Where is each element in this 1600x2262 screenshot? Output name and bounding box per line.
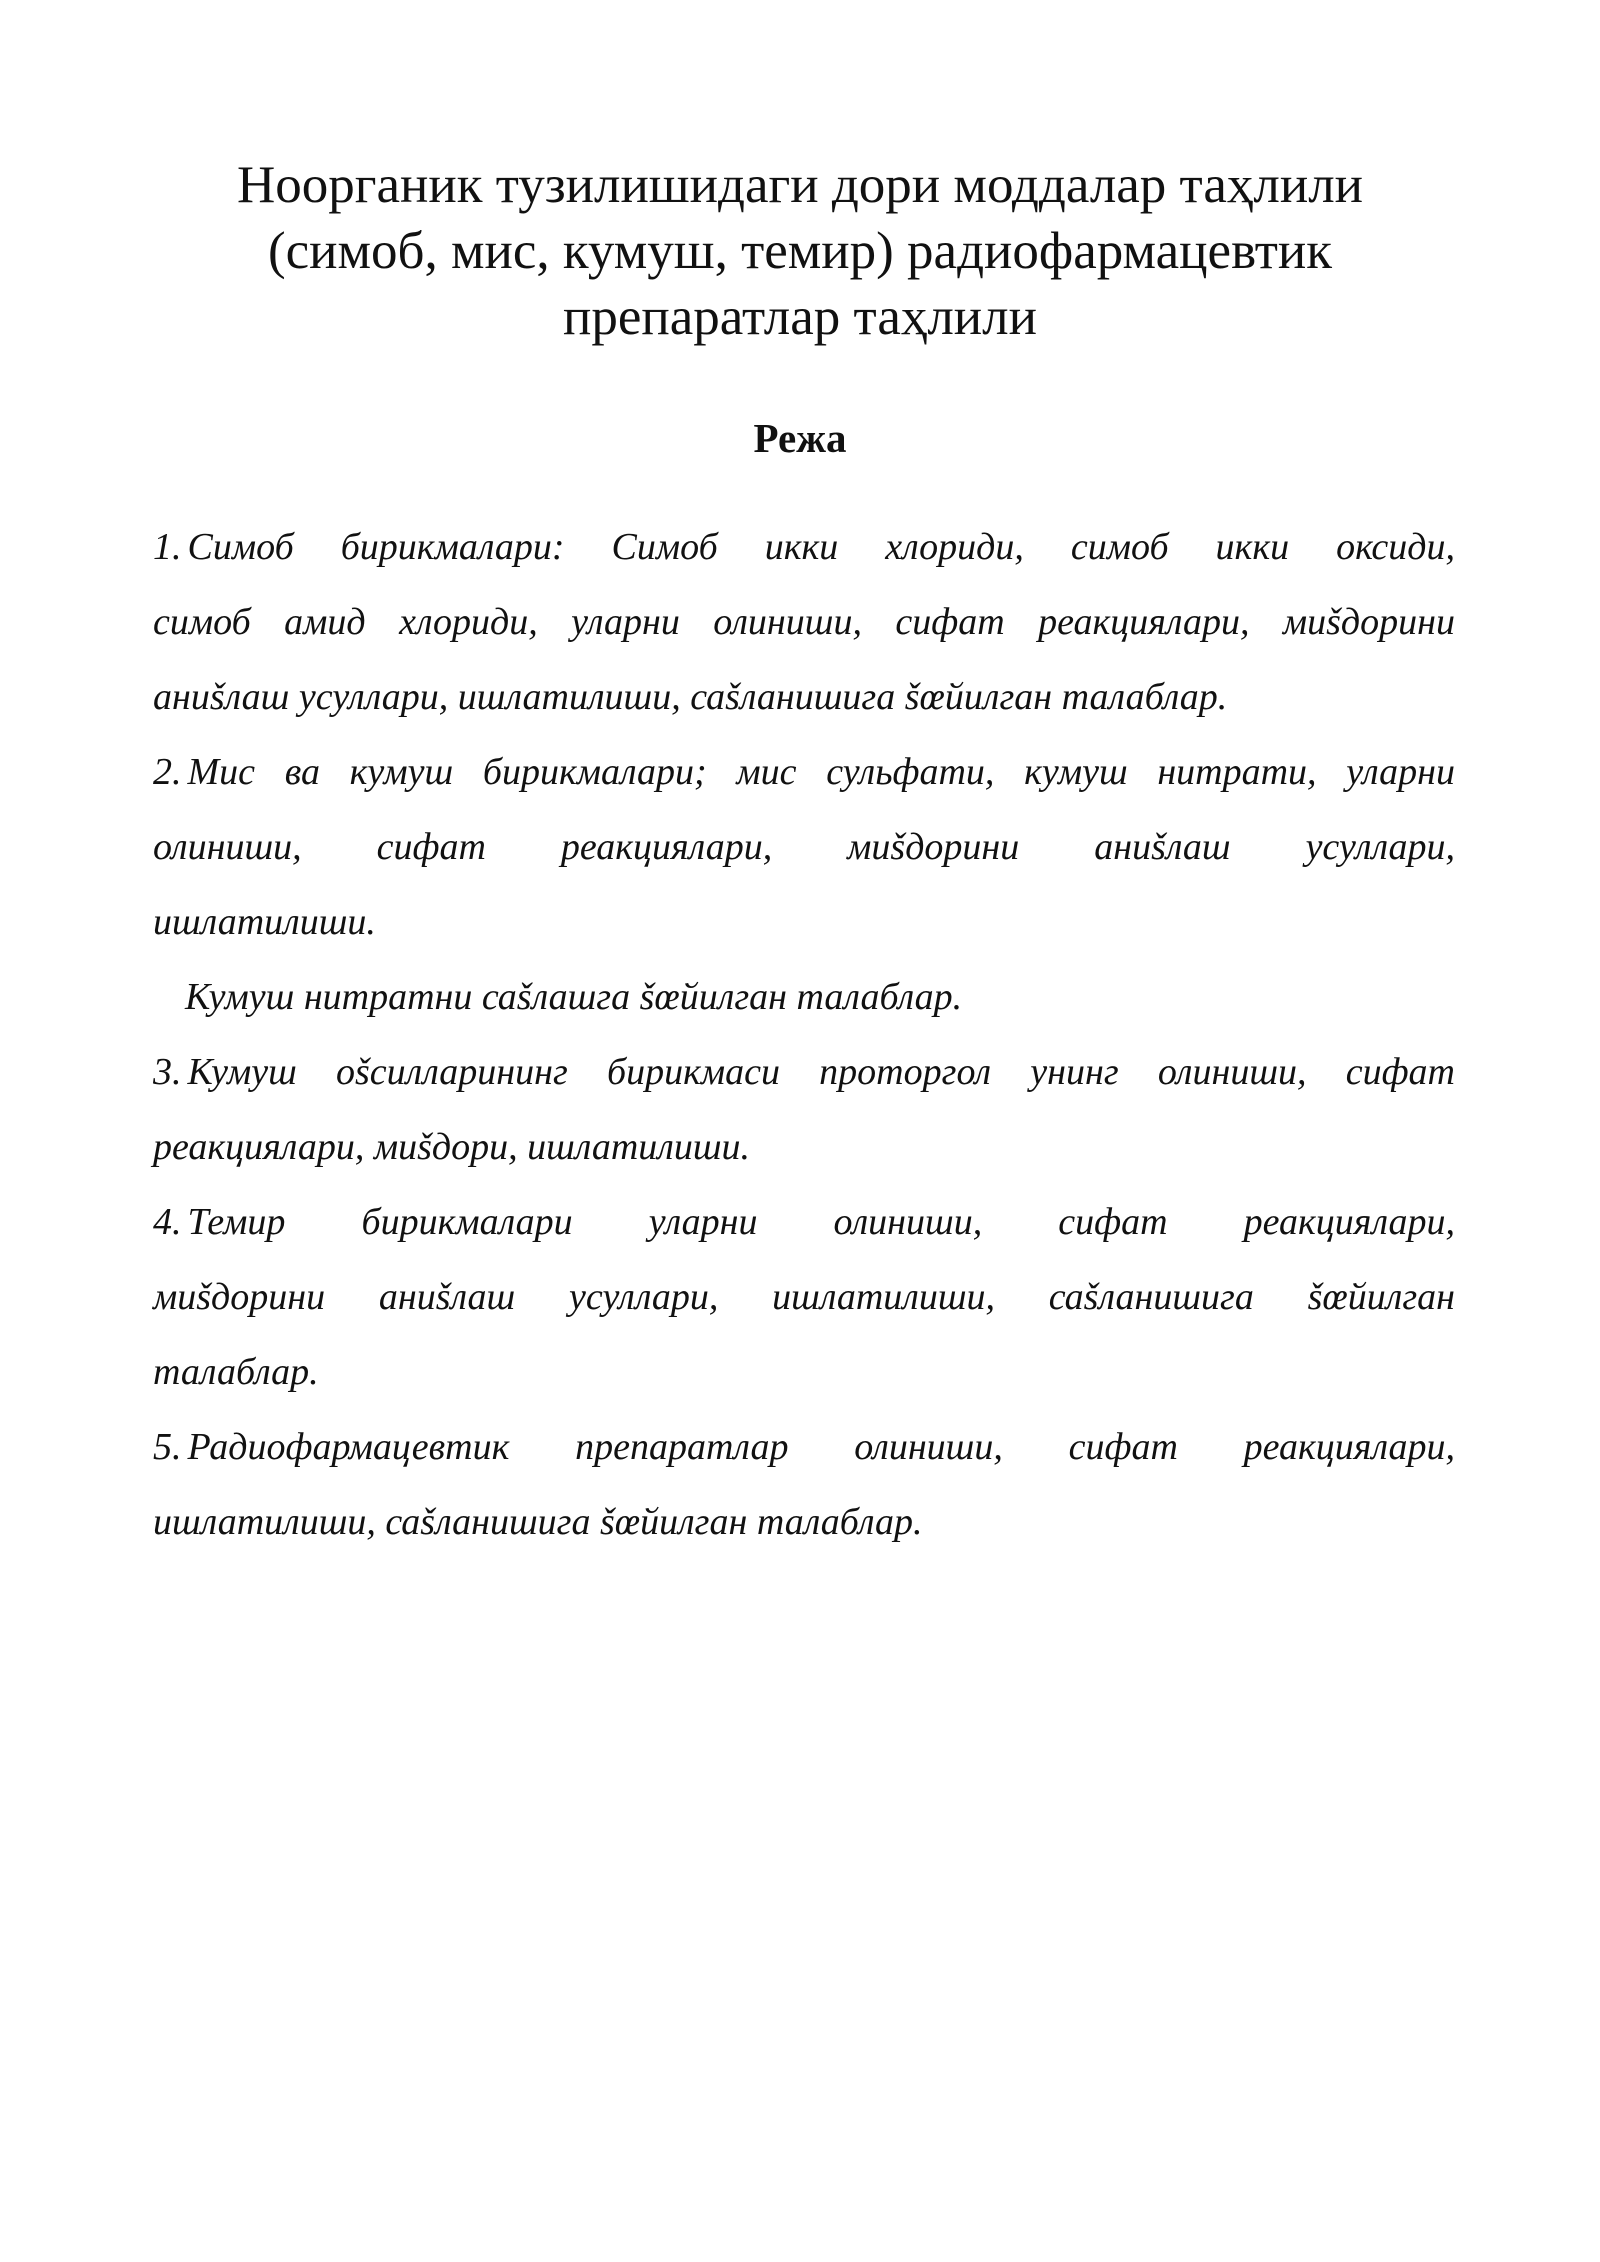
plan-item-1-number: 1. [153, 526, 182, 568]
plan-item-4-number: 4. [153, 1201, 182, 1243]
plan-item-3-text-1: Кумуш оšсилларининг бирикмаси проторгол унинг олиниши, сифат [187, 1051, 1455, 1093]
title-line-2: (симоб, мис, кумуш, темир) радиофармацевтик [267, 222, 1333, 280]
plan-item-3-line-1 [153, 1035, 1455, 1110]
plan-item-5-line-2: ишлатилиши, саšланишига šœйилган талаблар. [153, 1501, 923, 1543]
plan-item-5 [153, 1410, 1455, 1560]
document-title [150, 152, 1450, 350]
plan-item-1-line-3: аниšлаш усуллари, ишлатилиши, саšланишига šœйилган талаблар. [153, 676, 1228, 718]
plan-item-4-line-1 [153, 1185, 1455, 1260]
title-line-3: препаратлар таҳлили [563, 288, 1037, 346]
plan-item-4-text-1: Темир бирикмалари уларни олиниши, сифат реакциялари, [187, 1201, 1455, 1243]
plan-item-2 [153, 735, 1455, 1035]
plan-heading: Режа [753, 415, 847, 461]
plan-item-1-line-1 [153, 510, 1455, 585]
plan-item-2-line-3: ишлатилиши. [153, 901, 376, 943]
plan-item-3-number: 3. [153, 1051, 182, 1093]
plan-item-2-line-1 [153, 735, 1455, 810]
plan-item-2-text-1: Мис ва кумуш бирикмалари; мис сульфати, кумуш нитрати, уларни [187, 751, 1455, 793]
plan-item-5-number: 5. [153, 1426, 182, 1468]
plan-item-5-line-1 [153, 1410, 1455, 1485]
plan-item-2-line-2: олиниши, сифат реакциялари, миšдорини аниšлаш усуллари, [153, 826, 1455, 868]
plan-item-4 [153, 1185, 1455, 1410]
plan-item-5-text-1: Радиофармацевтик препаратлар олиниши, сифат реакциялари, [187, 1426, 1455, 1468]
plan-item-1-text-1: Симоб бирикмалари: Симоб икки хлориди, симоб икки оксиди, [187, 526, 1455, 568]
plan-item-2-number: 2. [153, 751, 182, 793]
plan-item-2-line-4: Кумуш нитратни саšлашга šœйилган талаблар. [185, 976, 963, 1018]
plan-item-1-line-2: симоб амид хлориди, уларни олиниши, сифат реакциялари, миšдорини [153, 601, 1455, 643]
plan-item-3-line-2: реакциялари, миšдори, ишлатилиши. [153, 1126, 751, 1168]
plan-list [153, 510, 1455, 1560]
plan-item-3 [153, 1035, 1455, 1185]
plan-item-1 [153, 510, 1455, 735]
plan-item-4-line-2: миšдорини аниšлаш усуллари, ишлатилиши, саšланишига šœйилган [153, 1276, 1455, 1318]
title-line-1: Ноорганик тузилишидаги дори моддалар таҳлили [236, 156, 1364, 214]
plan-item-4-line-3: талаблар. [153, 1351, 319, 1393]
